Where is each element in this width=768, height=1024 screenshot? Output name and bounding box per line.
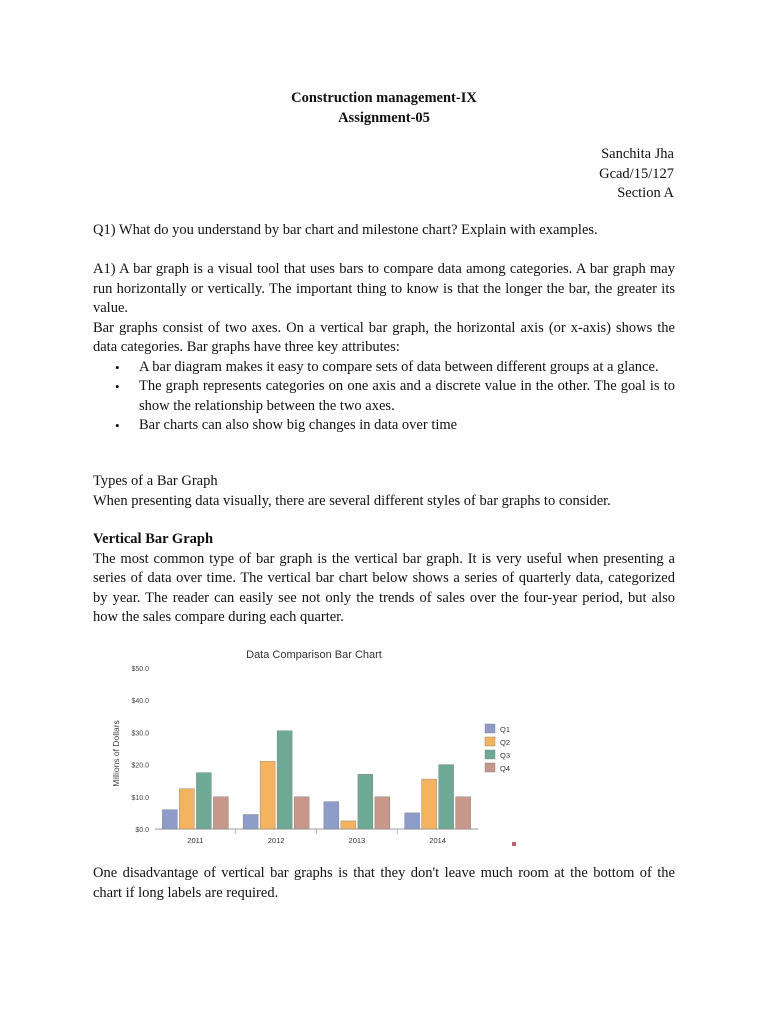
bar-q2-2014	[422, 779, 437, 829]
types-heading: Types of a Bar Graph	[93, 473, 218, 489]
answer-axes: Bar graphs consist of two axes. On a vertical bar graph, the horizontal axis (or x-axis) shows the data categories. Bar graphs have three key attributes:	[93, 319, 675, 355]
doc-title	[0, 88, 768, 128]
bar-q4-2014	[456, 797, 471, 829]
legend-label-q1: Q1	[500, 725, 511, 734]
author-block	[599, 145, 674, 204]
y-tick-label: $30.0	[131, 730, 149, 738]
bar-q3-2012	[277, 731, 292, 829]
bar-q4-2011	[213, 797, 228, 829]
attributes-list	[93, 358, 675, 436]
y-tick-label: $10.0	[131, 794, 149, 802]
author-section: Section A	[617, 185, 674, 201]
bar-q4-2012	[294, 797, 309, 829]
y-tick-label: $0.0	[135, 827, 149, 834]
bar-q4-2013	[375, 797, 390, 829]
disadvantage-text: One disadvantage of vertical bar graphs is that they don't leave much room at the bottom of the chart if long labels are required.	[93, 865, 675, 901]
question-text: Q1) What do you understand by bar chart and milestone chart? Explain with examples.	[93, 222, 598, 238]
assignment-title: Assignment-05	[338, 110, 430, 126]
bar-q1-2012	[243, 815, 258, 829]
bar-chart	[100, 640, 560, 855]
bar-q3-2014	[439, 765, 454, 829]
legend-swatch-q1	[485, 724, 495, 733]
bar-q1-2013	[324, 802, 339, 829]
answer-block	[93, 260, 675, 436]
bar-q2-2012	[260, 761, 275, 829]
answer-intro: A1) A bar graph is a visual tool that uses bars to compare data among categories. A bar graph may run horizontally or vertically. The important thing to know is that the longer the bar, the greater its value.	[93, 261, 675, 316]
course-title: Construction management-IX	[291, 90, 477, 106]
disadvantage-block	[93, 864, 675, 903]
x-tick-label: 2014	[429, 836, 446, 845]
list-item: • The graph represents categories on one axis and a discrete value in the other. The goal is to show the relationship between the two axes.	[93, 377, 675, 416]
bar-q1-2011	[162, 810, 177, 829]
chart-marker	[512, 842, 516, 846]
bar-q2-2011	[179, 789, 194, 829]
x-tick-label: 2012	[267, 836, 285, 845]
vertical-text: The most common type of bar graph is the vertical bar graph. It is very useful when presenting a series of data over time. The vertical bar chart below shows a series of quarterly data, categorized by year. The reader can easily see not only the trends of sales over the four-year period, but also how the sales compare during each quarter.	[93, 550, 675, 625]
y-tick-label: $40.0	[131, 698, 149, 706]
question-paragraph	[93, 221, 675, 241]
legend-swatch-q3	[485, 750, 495, 759]
legend-label-q3: Q3	[500, 751, 511, 760]
x-tick-label: 2013	[348, 836, 366, 845]
y-tick-label: $50.0	[131, 666, 149, 673]
bar-q3-2011	[196, 773, 211, 829]
list-item: • Bar charts can also show big changes in data over time	[93, 416, 675, 436]
bar-q2-2013	[341, 821, 356, 829]
author-id: Gcad/15/127	[599, 165, 674, 182]
y-axis-label: Millions of Dollars	[111, 720, 121, 787]
x-tick-label: 2011	[187, 836, 204, 845]
author-name: Sanchita Jha	[601, 146, 674, 162]
types-text: When presenting data visually, there are several different styles of bar graphs to consider.	[93, 492, 611, 509]
bar-q1-2014	[405, 813, 420, 829]
bar-q3-2013	[358, 774, 373, 829]
vertical-block	[93, 530, 675, 628]
types-block	[93, 472, 675, 511]
chart-title: Data Comparison Bar Chart	[246, 649, 382, 661]
legend-swatch-q2	[485, 737, 495, 746]
y-tick-label: $20.0	[131, 762, 149, 770]
vertical-heading: Vertical Bar Graph	[93, 531, 214, 547]
legend-label-q2: Q2	[500, 738, 511, 747]
legend-swatch-q4	[485, 763, 495, 772]
list-item: • A bar diagram makes it easy to compare sets of data between different groups at a glance.	[93, 358, 675, 378]
legend-label-q4: Q4	[500, 764, 511, 773]
